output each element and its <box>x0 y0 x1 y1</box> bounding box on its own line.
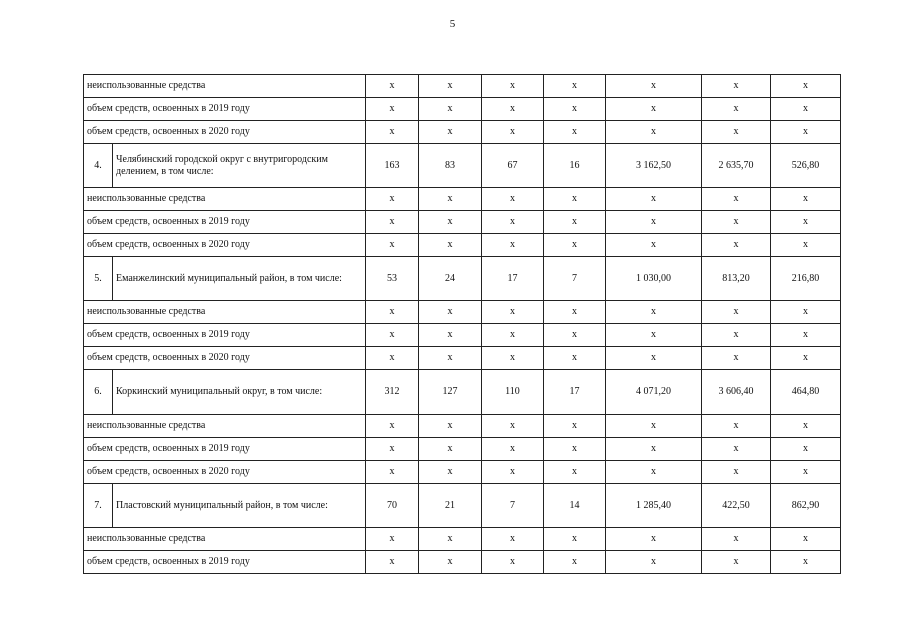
table-cell: x <box>771 324 841 347</box>
table-cell: x <box>419 551 482 574</box>
table-cell: x <box>544 324 606 347</box>
row-label: Пластовский муниципальный район, в том числе: <box>113 484 366 528</box>
table-row-subitem <box>84 461 841 484</box>
table-cell: x <box>771 461 841 484</box>
table-cell: x <box>366 415 419 438</box>
table-cell: 422,50 <box>702 484 771 528</box>
table-cell: x <box>366 438 419 461</box>
table-row-municipality <box>84 370 841 415</box>
table-cell: x <box>544 121 606 144</box>
row-label: неиспользованные средства <box>84 301 366 324</box>
table-cell: 3 162,50 <box>606 144 702 188</box>
table-cell: 862,90 <box>771 484 841 528</box>
table-cell: x <box>771 188 841 211</box>
table-cell: x <box>482 301 544 324</box>
row-label: Еманжелинский муниципальный район, в том числе: <box>113 257 366 301</box>
table-cell: 163 <box>366 144 419 188</box>
table-cell: x <box>482 347 544 370</box>
row-label: Коркинский муниципальный округ, в том числе: <box>113 370 366 415</box>
table-cell: x <box>419 301 482 324</box>
table-cell: x <box>482 415 544 438</box>
table-cell: 464,80 <box>771 370 841 415</box>
table-cell: 1 285,40 <box>606 484 702 528</box>
table-cell: 813,20 <box>702 257 771 301</box>
table-cell: x <box>702 301 771 324</box>
row-number: 6. <box>84 370 113 415</box>
table-cell: x <box>771 438 841 461</box>
table-cell: x <box>544 347 606 370</box>
row-label: объем средств, освоенных в 2019 году <box>84 211 366 234</box>
table-cell: x <box>606 98 702 121</box>
table-row-municipality <box>84 144 841 188</box>
table-row-subitem <box>84 528 841 551</box>
row-label: неиспользованные средства <box>84 415 366 438</box>
table-cell: x <box>419 415 482 438</box>
table-cell: 7 <box>482 484 544 528</box>
table-cell: x <box>702 121 771 144</box>
table-cell: x <box>482 551 544 574</box>
table-cell: 4 071,20 <box>606 370 702 415</box>
table-row-subitem <box>84 301 841 324</box>
table-cell: x <box>606 551 702 574</box>
table-cell: x <box>544 211 606 234</box>
table-cell: x <box>366 461 419 484</box>
table-cell: x <box>419 347 482 370</box>
table-cell: x <box>544 75 606 98</box>
table-row-subitem <box>84 438 841 461</box>
table-row-subitem <box>84 234 841 257</box>
table-cell: 2 635,70 <box>702 144 771 188</box>
table-row-subitem <box>84 415 841 438</box>
table-cell: x <box>606 75 702 98</box>
table-cell: x <box>702 188 771 211</box>
table-cell: 7 <box>544 257 606 301</box>
table-cell: 16 <box>544 144 606 188</box>
table-cell: x <box>366 528 419 551</box>
table-cell: 21 <box>419 484 482 528</box>
table-cell: x <box>702 461 771 484</box>
table-cell: x <box>366 551 419 574</box>
table-cell: x <box>366 121 419 144</box>
table-cell: 216,80 <box>771 257 841 301</box>
table-cell: x <box>544 528 606 551</box>
table-cell: x <box>771 551 841 574</box>
row-number: 5. <box>84 257 113 301</box>
row-label: объем средств, освоенных в 2020 году <box>84 234 366 257</box>
table-cell: x <box>702 347 771 370</box>
table-cell: x <box>482 528 544 551</box>
table-cell: x <box>544 415 606 438</box>
funding-table <box>83 74 841 574</box>
table-cell: x <box>366 75 419 98</box>
table-cell: x <box>606 461 702 484</box>
table-cell: 526,80 <box>771 144 841 188</box>
row-label: неиспользованные средства <box>84 188 366 211</box>
row-label: объем средств, освоенных в 2019 году <box>84 438 366 461</box>
table-cell: x <box>771 301 841 324</box>
table-cell: x <box>606 347 702 370</box>
table-cell: 67 <box>482 144 544 188</box>
row-label: Челябинский городской округ с внутригородским делением, в том числе: <box>113 144 366 188</box>
row-label: объем средств, освоенных в 2020 году <box>84 121 366 144</box>
table-cell: x <box>606 438 702 461</box>
table-cell: x <box>419 528 482 551</box>
table-cell: x <box>771 234 841 257</box>
table-cell: x <box>702 211 771 234</box>
table-cell: 17 <box>544 370 606 415</box>
table-cell: x <box>606 528 702 551</box>
table-cell: x <box>771 121 841 144</box>
table-body <box>84 75 841 574</box>
table-cell: x <box>366 98 419 121</box>
table-row-subitem <box>84 98 841 121</box>
table-cell: x <box>366 347 419 370</box>
table-cell: x <box>482 75 544 98</box>
table-cell: 24 <box>419 257 482 301</box>
table-cell: x <box>544 438 606 461</box>
table-cell: x <box>482 98 544 121</box>
table-row-municipality <box>84 257 841 301</box>
table-cell: x <box>366 211 419 234</box>
table-row-subitem <box>84 211 841 234</box>
table-cell: 53 <box>366 257 419 301</box>
table-cell: x <box>702 75 771 98</box>
table-cell: x <box>702 98 771 121</box>
row-label: объем средств, освоенных в 2019 году <box>84 551 366 574</box>
table-cell: x <box>702 438 771 461</box>
table-cell: x <box>606 301 702 324</box>
table-cell: 17 <box>482 257 544 301</box>
table-cell: x <box>419 234 482 257</box>
table-cell: x <box>606 415 702 438</box>
table-cell: x <box>419 211 482 234</box>
table-cell: 1 030,00 <box>606 257 702 301</box>
table-cell: x <box>606 211 702 234</box>
table-cell: x <box>544 98 606 121</box>
table-cell: x <box>544 551 606 574</box>
table-row-subitem <box>84 551 841 574</box>
table-cell: x <box>366 188 419 211</box>
table-cell: x <box>771 415 841 438</box>
table-cell: 83 <box>419 144 482 188</box>
table-cell: x <box>366 301 419 324</box>
table-cell: x <box>606 188 702 211</box>
table-cell: 312 <box>366 370 419 415</box>
table-cell: 127 <box>419 370 482 415</box>
table-cell: 110 <box>482 370 544 415</box>
row-number: 4. <box>84 144 113 188</box>
row-label: объем средств, освоенных в 2019 году <box>84 324 366 347</box>
table-row-subitem <box>84 188 841 211</box>
row-label: объем средств, освоенных в 2020 году <box>84 461 366 484</box>
table-cell: x <box>482 121 544 144</box>
table-cell: 3 606,40 <box>702 370 771 415</box>
table-cell: x <box>419 98 482 121</box>
table-cell: x <box>606 234 702 257</box>
table-cell: x <box>482 324 544 347</box>
table-cell: x <box>366 324 419 347</box>
row-label: неиспользованные средства <box>84 528 366 551</box>
table-cell: x <box>419 324 482 347</box>
table-cell: x <box>702 415 771 438</box>
table-cell: x <box>482 438 544 461</box>
row-label: объем средств, освоенных в 2020 году <box>84 347 366 370</box>
table-cell: x <box>419 461 482 484</box>
table-cell: x <box>419 188 482 211</box>
table-cell: x <box>419 75 482 98</box>
table-cell: x <box>366 234 419 257</box>
table-cell: x <box>544 234 606 257</box>
table-cell: x <box>702 551 771 574</box>
table-row-subitem <box>84 324 841 347</box>
row-number: 7. <box>84 484 113 528</box>
table-cell: x <box>702 528 771 551</box>
table-row-municipality <box>84 484 841 528</box>
table-cell: x <box>544 461 606 484</box>
table-cell: x <box>482 211 544 234</box>
table-cell: x <box>544 188 606 211</box>
table-cell: x <box>419 121 482 144</box>
table-cell: x <box>702 234 771 257</box>
table-cell: x <box>544 301 606 324</box>
table-row-subitem <box>84 75 841 98</box>
table-cell: x <box>606 324 702 347</box>
table-cell: x <box>771 98 841 121</box>
table-row-subitem <box>84 121 841 144</box>
table-cell: 14 <box>544 484 606 528</box>
table-cell: x <box>771 211 841 234</box>
table-cell: x <box>482 188 544 211</box>
table-cell: x <box>702 324 771 347</box>
table-cell: x <box>606 121 702 144</box>
table-cell: x <box>482 234 544 257</box>
table-row-subitem <box>84 347 841 370</box>
table-cell: x <box>771 347 841 370</box>
row-label: объем средств, освоенных в 2019 году <box>84 98 366 121</box>
table-cell: x <box>771 528 841 551</box>
table-cell: x <box>771 75 841 98</box>
table-cell: 70 <box>366 484 419 528</box>
row-label: неиспользованные средства <box>84 75 366 98</box>
page-number: 5 <box>449 18 456 30</box>
table-cell: x <box>419 438 482 461</box>
table-cell: x <box>482 461 544 484</box>
